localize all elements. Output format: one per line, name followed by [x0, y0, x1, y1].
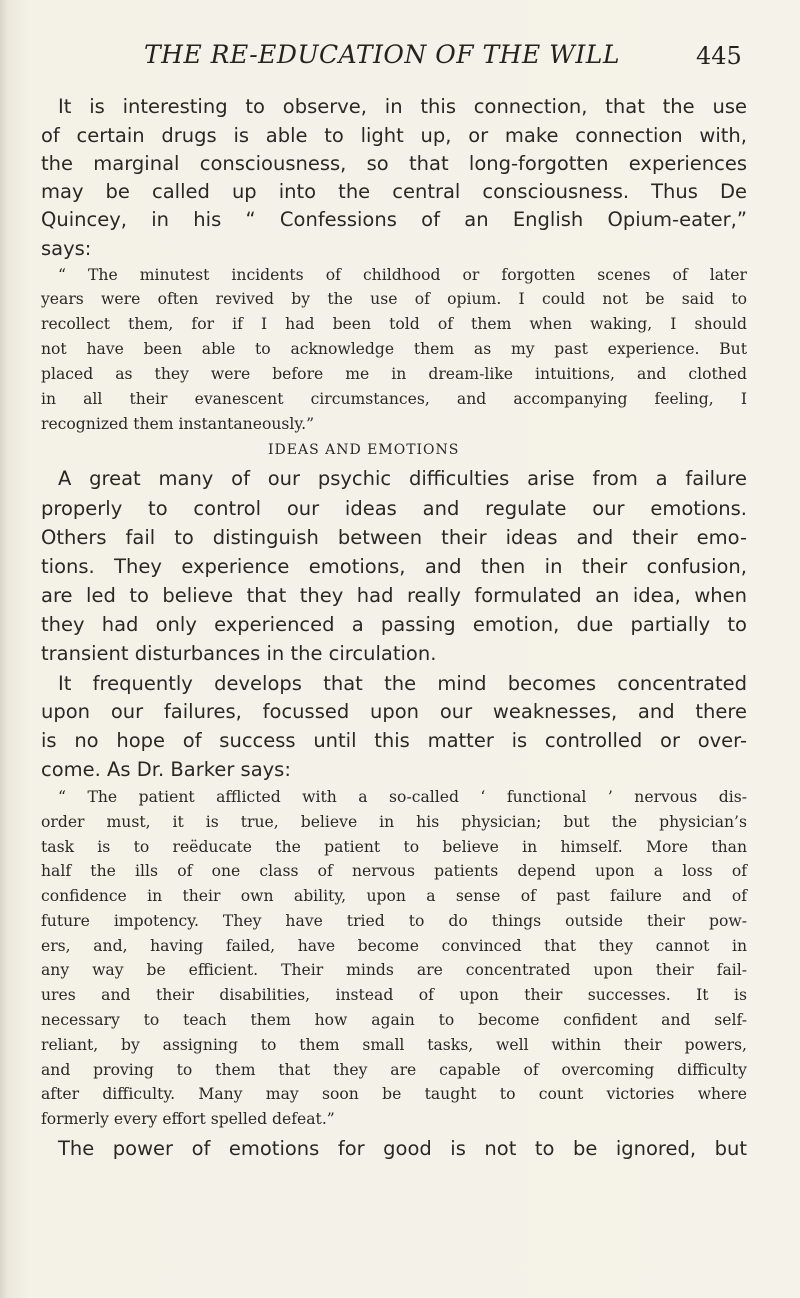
text-line: years were often revived by the use of opium. I could not be said to	[41, 290, 747, 308]
text-line: and proving to them that they are capable of overcoming difficulty	[41, 1061, 747, 1079]
text-line: may be called up into the central consciousness. Thus De	[41, 180, 747, 203]
page-number: 445	[696, 42, 742, 70]
text-line: It frequently develops that the mind becomes concentrated	[58, 672, 747, 695]
text-line: placed as they were before me in dream-like intuitions, and clothed	[41, 365, 747, 383]
text-line: The power of emotions for good is not to be ignored, but	[58, 1137, 747, 1160]
text-line: any way be efficient. Their minds are concentrated upon their fail-	[41, 961, 747, 979]
text-line: recognized them instantaneously.”	[41, 415, 315, 433]
text-line: tions. They experience emotions, and then in their confusion,	[41, 555, 747, 578]
page-header	[0, 40, 800, 80]
text-line: transient disturbances in the circulation.	[41, 642, 437, 665]
text-line: properly to control our ideas and regulate our emotions.	[41, 497, 747, 520]
running-title: THE RE-EDUCATION OF THE WILL	[144, 40, 620, 69]
text-line: It is interesting to observe, in this connection, that the use	[58, 95, 747, 118]
text-line: not have been able to acknowledge them as my past experience. But	[41, 340, 747, 358]
text-line: ures and their disabilities, instead of upon their successes. It is	[41, 986, 747, 1004]
text-line: necessary to teach them how again to become confident and self-	[41, 1011, 747, 1029]
text-line: “ The minutest incidents of childhood or forgotten scenes of later	[58, 266, 747, 284]
text-line: the marginal consciousness, so that long-forgotten experiences	[41, 152, 747, 175]
text-line: A great many of our psychic difficulties arise from a failure	[58, 467, 747, 490]
text-line: are led to believe that they had really formulated an idea, when	[41, 584, 747, 607]
text-line: “ The patient afflicted with a so-called ‘ functional ’ nervous dis-	[58, 788, 747, 806]
text-line: confidence in their own ability, upon a sense of past failure and of	[41, 887, 747, 905]
section-heading: IDEAS AND EMOTIONS	[268, 442, 460, 458]
text-line: upon our failures, focussed upon our weaknesses, and there	[41, 700, 747, 723]
text-line: in all their evanescent circumstances, and accompanying feeling, I	[41, 390, 747, 408]
text-line: they had only experienced a passing emotion, due partially to	[41, 613, 747, 636]
text-line: formerly every effort spelled defeat.”	[41, 1110, 335, 1128]
text-line: order must, it is true, believe in his physician; but the physician’s	[41, 813, 747, 831]
text-line: task is to reëducate the patient to believe in himself. More than	[41, 838, 747, 856]
text-line: reliant, by assigning to them small tasks, well within their powers,	[41, 1036, 747, 1054]
text-line: recollect them, for if I had been told of them when waking, I should	[41, 315, 747, 333]
text-line: after difficulty. Many may soon be taught to count victories where	[41, 1085, 747, 1103]
text-line: of certain drugs is able to light up, or make connection with,	[41, 124, 747, 147]
text-line: Quincey, in his “ Confessions of an English Opium-eater,”	[41, 208, 747, 231]
text-line: ers, and, having failed, have become convinced that they cannot in	[41, 937, 747, 955]
text-line: is no hope of success until this matter is controlled or over-	[41, 729, 747, 752]
text-line: come. As Dr. Barker says:	[41, 758, 291, 781]
text-line: Others fail to distinguish between their ideas and their emo-	[41, 526, 747, 549]
text-line: future impotency. They have tried to do things outside their pow-	[41, 912, 747, 930]
text-line: says:	[41, 237, 92, 260]
text-line: half the ills of one class of nervous patients depend upon a loss of	[41, 862, 747, 880]
